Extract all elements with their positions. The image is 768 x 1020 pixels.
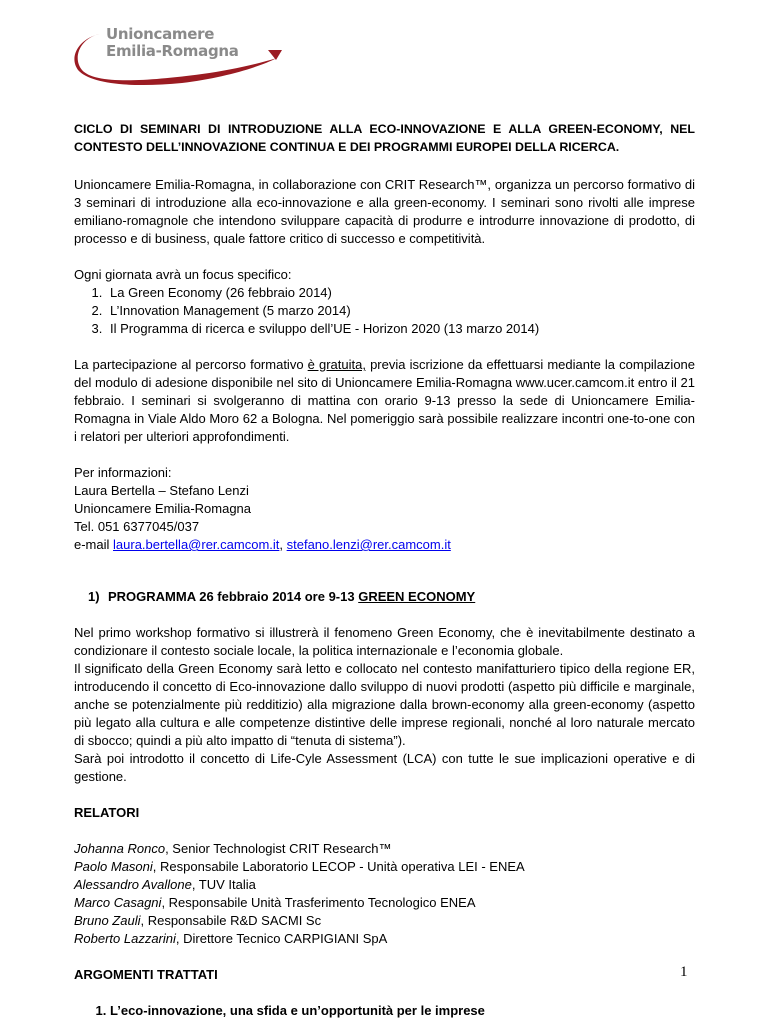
speaker-item xyxy=(74,894,695,912)
speaker-name: Marco Casagni xyxy=(74,895,162,910)
speaker-name: Paolo Masoni xyxy=(74,859,153,874)
section1-number: 1) xyxy=(88,589,100,604)
speaker-role: , Senior Technologist CRIT Research™ xyxy=(165,841,392,856)
focus-block xyxy=(74,266,695,338)
logo-line1: Unioncamere xyxy=(106,25,215,43)
page-number: 1 xyxy=(680,964,688,980)
speaker-name: Johanna Ronco xyxy=(74,841,166,856)
topics-list xyxy=(74,1002,695,1020)
logo-line2: Emilia-Romagna xyxy=(106,42,239,60)
section1-paragraph: Sarà poi introdotto il concetto di Life-Cyle Assessment (LCA) con tutte le sue implicazioni operative e di gestione. xyxy=(74,751,695,784)
email-link-lenzi[interactable]: stefano.lenzi@rer.camcom.it xyxy=(286,537,451,552)
speaker-item xyxy=(74,840,695,858)
speaker-role: , Responsabile Unità Trasferimento Tecnologico ENEA xyxy=(161,895,476,910)
section1-paragraph: Il significato della Green Economy sarà letto e collocato nel contesto manifatturiero tipico della regione ER, introducendo il concetto di Eco-innovazione dallo sviluppo di nuovi prodotti (aspetto più difficile e marginale, anche se potenzialmente più redditizio) alla migrazione dalla brown-economy alla green-economy (aspetto più legato alla cultura e alle competenze distintive delle imprese regionali, nonché al loro naturale mercato di sbocco; quindi a più alto impatto di “tenuta di sistema”). xyxy=(74,661,695,748)
intro-paragraph: Unioncamere Emilia-Romagna, in collaborazione con CRIT Research™, organizza un percorso formativo di 3 seminari di introduzione alla eco-innovazione e alla green-economy. I seminari sono rivolti alle imprese emiliano-romagnole che intendono sviluppare capacità di produrre e introdurre innovazione di prodotto, di processo e di business, quale fattore critico di successo e competitività. xyxy=(74,177,695,246)
section1-body xyxy=(74,624,695,786)
logo-text xyxy=(106,26,239,60)
contacts-names: Laura Bertella – Stefano Lenzi xyxy=(74,483,249,498)
speaker-name: Alessandro Avallone xyxy=(74,877,192,892)
section1-paragraph: Nel primo workshop formativo si illustrerà il fenomeno Green Economy, che è inevitabilmente destinato a condizionare il contesto sociale locale, la politica internazionale e l’economia globale. xyxy=(74,625,695,658)
speaker-name: Bruno Zauli xyxy=(74,913,141,928)
section1-heading-text: PROGRAMMA 26 febbraio 2014 ore 9-13 xyxy=(108,589,359,604)
speaker-item xyxy=(74,858,695,876)
topics-heading: ARGOMENTI TRATTATI xyxy=(74,967,218,982)
contacts-email-line xyxy=(74,536,695,554)
topic-item: 1. L’eco-innovazione, una sfida e un’opportunità per le imprese xyxy=(110,1002,695,1020)
contacts-lead: Per informazioni: xyxy=(74,465,172,480)
focus-item: 3. Il Programma di ricerca e sviluppo dell’UE - Horizon 2020 (13 marzo 2014) xyxy=(106,320,695,338)
free-of-charge-text: è gratuita, xyxy=(307,357,366,372)
document-title: CICLO DI SEMINARI DI INTRODUZIONE ALLA ECO-INNOVAZIONE E ALLA GREEN-ECONOMY, NEL CONTESTO DELL’INNOVAZIONE CONTINUA E DEI PROGRAMMI EUROPEI DELLA RICERCA. xyxy=(74,122,695,154)
contacts-tel: Tel. 051 6377045/037 xyxy=(74,519,200,534)
email-separator: , xyxy=(279,537,287,552)
contacts-block xyxy=(74,464,695,554)
email-label: e-mail xyxy=(74,537,114,552)
focus-list xyxy=(74,284,695,338)
section1-heading-underlined: GREEN ECONOMY xyxy=(358,589,476,604)
unioncamere-logo xyxy=(72,24,282,86)
speaker-role: , TUV Italia xyxy=(191,877,256,892)
speaker-role: , Responsabile Laboratorio LECOP - Unità operativa LEI - ENEA xyxy=(152,859,525,874)
speaker-item xyxy=(74,930,695,948)
speaker-item xyxy=(74,912,695,930)
participation-text: La partecipazione al percorso formativo xyxy=(74,357,308,372)
email-link-bertella[interactable]: laura.bertella@rer.camcom.it xyxy=(113,537,280,552)
contacts-org: Unioncamere Emilia-Romagna xyxy=(74,501,252,516)
speakers-list xyxy=(74,840,695,948)
focus-item: 2. L’Innovation Management (5 marzo 2014) xyxy=(106,302,695,320)
speaker-role: , Responsabile R&D SACMI Sc xyxy=(140,913,322,928)
speaker-name: Roberto Lazzarini xyxy=(74,931,176,946)
participation-details: previa iscrizione da effettuarsi mediante la compilazione del modulo di adesione disponibile nel sito di Unioncamere Emilia-Romagna www.ucer.camcom.it entro il 21 febbraio. I seminari si svolgeranno di mattina con orario 9-13 presso la sede di Unioncamere Emilia-Romagna in Viale Aldo Moro 62 a Bologna. Nel pomeriggio sarà possibile realizzare incontri one-to-one con i relatori per ulteriori approfondimenti. xyxy=(74,357,696,444)
focus-item: 1. La Green Economy (26 febbraio 2014) xyxy=(106,284,695,302)
section1-heading xyxy=(74,588,695,606)
speaker-item xyxy=(74,876,695,894)
speakers-heading: RELATORI xyxy=(74,805,140,820)
focus-lead: Ogni giornata avrà un focus specifico: xyxy=(74,267,292,282)
document-body xyxy=(74,120,695,1020)
participation-paragraph xyxy=(74,356,695,446)
speaker-role: , Direttore Tecnico CARPIGIANI SpA xyxy=(175,931,388,946)
